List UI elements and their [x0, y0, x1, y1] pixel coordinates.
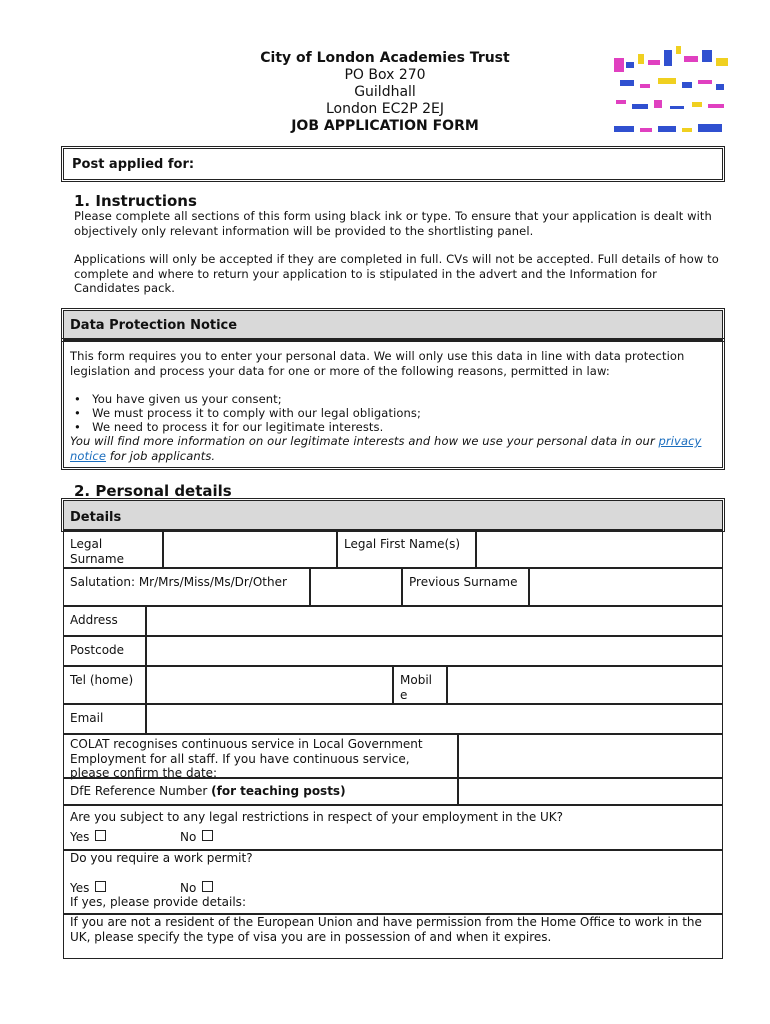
- privacy-notice-link[interactable]: privacy notice: [70, 434, 702, 463]
- personal-details-title: 2. Personal details: [74, 482, 232, 500]
- dfe-reference-label: DfE Reference Number (for teaching posts): [63, 778, 458, 805]
- tel-home-label: Tel (home): [63, 666, 146, 704]
- tel-home-input[interactable]: [146, 666, 393, 704]
- org-name: City of London Academies Trust: [260, 50, 510, 66]
- legal-no-label: No: [180, 829, 197, 844]
- if-yes-label: If yes, please provide details:: [70, 895, 246, 909]
- details-label: Details: [70, 510, 122, 525]
- data-protection-intro: This form requires you to enter your personal data. We will only use this data in line with data protection legislation and process your data for one or more of the following reasons, permitted in law:: [70, 349, 685, 378]
- visa-details-text: If you are not a resident of the European Union and have permission from the Home Office to work in the UK, please specify the type of visa you are in possession of and when it expires.: [70, 915, 702, 944]
- address-input[interactable]: [146, 606, 723, 636]
- work-permit-section: [63, 850, 723, 914]
- trust-logo-icon: [612, 40, 734, 140]
- privacy-note: You will find more information on our legitimate interests and how we use your personal data in our privacy notice for job applicants.: [70, 434, 702, 463]
- legal-yes-checkbox[interactable]: [95, 830, 106, 841]
- postcode-input[interactable]: [146, 636, 723, 666]
- legal-restrictions-question: Are you subject to any legal restrictions in respect of your employment in the UK?: [70, 810, 564, 824]
- visa-details-section[interactable]: [63, 914, 723, 959]
- address-line-1: PO Box 270: [344, 67, 426, 83]
- postcode-label: Postcode: [63, 636, 146, 666]
- data-protection-body: [63, 340, 723, 468]
- bullet-3: • We need to process it for our legitimate interests.: [74, 420, 384, 434]
- permit-no-checkbox[interactable]: [202, 881, 213, 892]
- instructions-para-1: Please complete all sections of this form using black ink or type. To ensure that your application is dealt with objectively only relevant information will be provided to the shortlisting panel.: [74, 209, 712, 238]
- salutation-label: Salutation: Mr/Mrs/Miss/Ms/Dr/Other: [63, 568, 310, 606]
- mobile-label: Mobil e: [393, 666, 447, 704]
- post-applied-field[interactable]: [63, 148, 723, 180]
- address-line-3: London EC2P 2EJ: [325, 101, 445, 117]
- instructions-para-2: Applications will only be accepted if they are completed in full. CVs will not be accepted. Full details of how to complete and where to return your application to is stipulated in the advert and the Information for Candidates pack.: [74, 252, 719, 295]
- details-header: [63, 500, 723, 530]
- permit-yes-checkbox[interactable]: [95, 881, 106, 892]
- salutation-input[interactable]: [310, 568, 402, 606]
- address-label: Address: [63, 606, 146, 636]
- permit-no-label: No: [180, 880, 197, 895]
- dfe-reference-input[interactable]: [458, 778, 723, 805]
- form-title: JOB APPLICATION FORM: [291, 118, 479, 134]
- data-protection-title: Data Protection Notice: [70, 318, 238, 333]
- continuous-service-label: COLAT recognises continuous service in Local Government Employment for all staff. If you have continuous service, please confirm the date:: [63, 734, 458, 778]
- post-applied-label: Post applied for:: [72, 157, 195, 172]
- legal-yes-label: Yes: [70, 829, 90, 844]
- legal-restrictions-section: [63, 805, 723, 850]
- legal-no-checkbox[interactable]: [202, 830, 213, 841]
- legal-first-name-label: Legal First Name(s): [337, 530, 476, 568]
- data-protection-header: [63, 310, 723, 340]
- legal-surname-input[interactable]: [163, 530, 337, 568]
- previous-surname-input[interactable]: [529, 568, 723, 606]
- mobile-input[interactable]: [447, 666, 723, 704]
- email-label: Email: [63, 704, 146, 734]
- continuous-service-date-input[interactable]: [458, 734, 723, 778]
- bullet-1: • You have given us your consent;: [74, 392, 282, 406]
- legal-first-name-input[interactable]: [476, 530, 723, 568]
- permit-yes-label: Yes: [70, 880, 90, 895]
- instructions-title: 1. Instructions: [74, 192, 197, 210]
- address-line-2: Guildhall: [354, 84, 416, 100]
- email-input[interactable]: [146, 704, 723, 734]
- bullet-2: • We must process it to comply with our legal obligations;: [74, 406, 421, 420]
- previous-surname-label: Previous Surname: [402, 568, 529, 606]
- work-permit-question: Do you require a work permit?: [70, 851, 253, 865]
- legal-surname-label: Legal Surname: [63, 530, 163, 568]
